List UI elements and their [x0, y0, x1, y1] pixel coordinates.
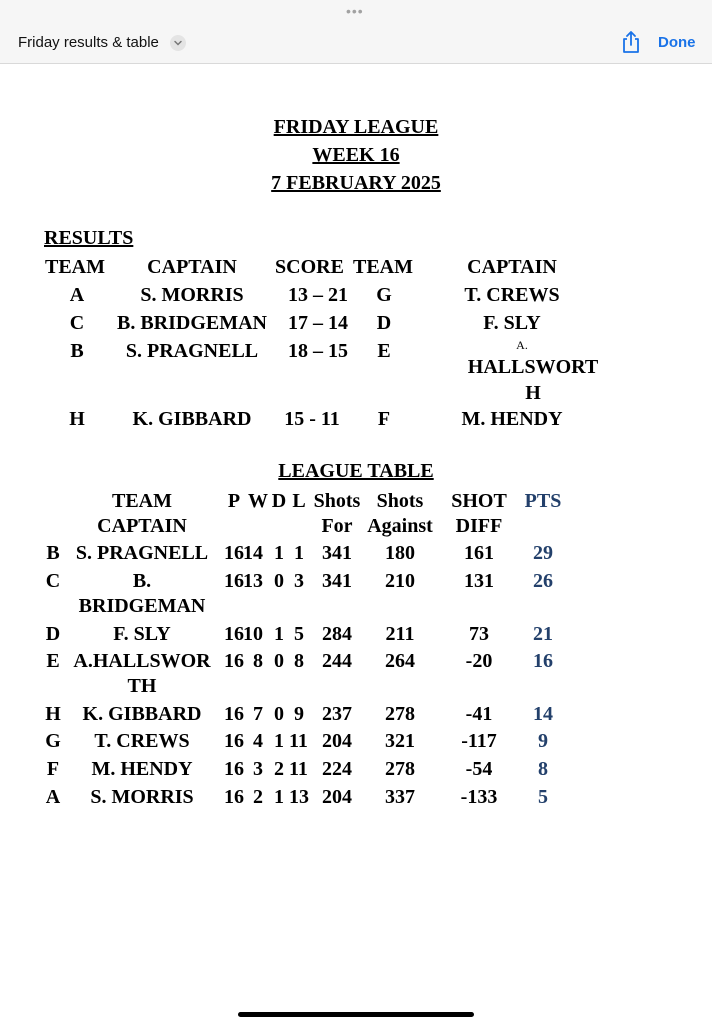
- row-shots-against: 264: [385, 650, 415, 672]
- results-header-team: TEAM: [45, 256, 105, 278]
- header-shot: SHOT: [451, 490, 507, 512]
- row-team: F: [46, 758, 60, 780]
- row-won: 14: [243, 542, 263, 564]
- results-title: RESULTS: [44, 227, 134, 249]
- row-played: 16: [224, 650, 244, 672]
- row-shots-against: 278: [385, 758, 415, 780]
- row-team: E: [46, 650, 60, 672]
- result-team1: H: [69, 408, 85, 430]
- row-captain: F. SLY: [113, 623, 171, 645]
- row-lost: 3: [294, 570, 304, 592]
- document-title[interactable]: Friday results & table: [18, 34, 159, 51]
- row-shots-against: 321: [385, 730, 415, 752]
- header-drawn: D: [271, 490, 287, 512]
- result-score: 18 – 15: [288, 340, 348, 362]
- row-shots-against: 337: [385, 786, 415, 808]
- row-played: 16: [224, 730, 244, 752]
- row-shots-for: 244: [322, 650, 352, 672]
- result-team2: F: [377, 408, 391, 430]
- row-drawn: 0: [274, 703, 284, 725]
- row-shot-diff: 131: [464, 570, 494, 592]
- top-bar: [0, 0, 712, 64]
- row-team: A: [45, 786, 61, 808]
- row-won: 13: [243, 570, 263, 592]
- row-captain: A.HALLSWOR: [73, 650, 211, 672]
- result-captain2: T. CREWS: [464, 284, 560, 306]
- results-header-captain2: CAPTAIN: [467, 256, 557, 278]
- row-drawn: 0: [274, 650, 284, 672]
- result-captain1: S. PRAGNELL: [125, 340, 259, 362]
- row-team: H: [45, 703, 61, 725]
- row-lost: 9: [294, 703, 304, 725]
- row-played: 16: [224, 542, 244, 564]
- row-won: 3: [253, 758, 263, 780]
- result-captain1: S. MORRIS: [140, 284, 244, 306]
- row-played: 16: [224, 570, 244, 592]
- row-shots-for: 341: [322, 570, 352, 592]
- row-drawn: 1: [274, 623, 284, 645]
- row-drawn: 2: [274, 758, 284, 780]
- result-team2: G: [376, 284, 392, 306]
- row-captain: K. GIBBARD: [82, 703, 202, 725]
- result-captain2: M. HENDY: [461, 408, 563, 430]
- header-won: W: [248, 490, 268, 512]
- row-shots-against: 180: [385, 542, 415, 564]
- header-captain: CAPTAIN: [97, 515, 187, 537]
- row-shots-for: 204: [322, 786, 352, 808]
- row-shot-diff: 161: [464, 542, 494, 564]
- row-captain: M. HENDY: [91, 758, 193, 780]
- result-team2: E: [377, 340, 391, 362]
- header-played: P: [227, 490, 241, 512]
- row-shots-for: 204: [322, 730, 352, 752]
- row-won: 8: [253, 650, 263, 672]
- row-points: 16: [533, 650, 553, 672]
- row-shots-against: 210: [385, 570, 415, 592]
- row-lost: 13: [289, 786, 309, 808]
- row-lost: 8: [294, 650, 304, 672]
- header-for: For: [321, 515, 353, 537]
- row-points: 9: [538, 730, 548, 752]
- row-won: 7: [253, 703, 263, 725]
- share-icon[interactable]: [621, 30, 641, 54]
- row-drawn: 1: [274, 786, 284, 808]
- row-points: 29: [533, 542, 553, 564]
- header-shots-against: Shots: [376, 490, 424, 512]
- result-team1: B: [70, 340, 84, 362]
- result-captain2-line3: H: [525, 382, 541, 404]
- row-lost: 11: [289, 730, 308, 752]
- grabber-handle[interactable]: •••: [346, 3, 364, 19]
- row-team: D: [45, 623, 61, 645]
- results-header-team2: TEAM: [353, 256, 413, 278]
- row-captain: S. MORRIS: [90, 786, 194, 808]
- header-points: PTS: [524, 490, 562, 512]
- home-indicator[interactable]: [238, 1012, 474, 1017]
- done-button[interactable]: Done: [658, 34, 696, 51]
- result-captain1: B. BRIDGEMAN: [116, 312, 268, 334]
- row-points: 8: [538, 758, 548, 780]
- header-shots-for: Shots: [313, 490, 361, 512]
- row-played: 16: [224, 758, 244, 780]
- result-captain2-line2: HALLSWORT: [467, 356, 599, 378]
- row-shot-diff: -54: [465, 758, 493, 780]
- row-drawn: 1: [274, 542, 284, 564]
- row-points: 5: [538, 786, 548, 808]
- result-team1: A: [69, 284, 85, 306]
- row-captain-line2: TH: [127, 675, 157, 697]
- row-won: 4: [253, 730, 263, 752]
- result-captain1: K. GIBBARD: [132, 408, 252, 430]
- row-shot-diff: -133: [460, 786, 498, 808]
- league-title: FRIDAY LEAGUE: [273, 116, 439, 138]
- row-shot-diff: -41: [465, 703, 493, 725]
- week-title: WEEK 16: [312, 144, 400, 166]
- result-score: 17 – 14: [288, 312, 348, 334]
- chevron-down-icon[interactable]: [170, 35, 186, 51]
- row-shots-against: 278: [385, 703, 415, 725]
- row-won: 2: [253, 786, 263, 808]
- row-points: 21: [533, 623, 553, 645]
- league-table-title: LEAGUE TABLE: [278, 460, 434, 482]
- row-captain: S. PRAGNELL: [75, 542, 209, 564]
- row-shots-for: 224: [322, 758, 352, 780]
- row-played: 16: [224, 623, 244, 645]
- row-shots-against: 211: [385, 623, 415, 645]
- header-diff: DIFF: [455, 515, 503, 537]
- document-page: [0, 65, 712, 1024]
- results-header-score: SCORE: [275, 256, 344, 278]
- row-drawn: 0: [274, 570, 284, 592]
- row-shot-diff: 73: [469, 623, 489, 645]
- row-team: B: [46, 542, 60, 564]
- result-score: 13 – 21: [288, 284, 348, 306]
- header-lost: L: [292, 490, 306, 512]
- result-captain2: F. SLY: [483, 312, 541, 334]
- row-played: 16: [224, 703, 244, 725]
- row-shots-for: 237: [322, 703, 352, 725]
- row-points: 14: [533, 703, 553, 725]
- row-team: G: [45, 730, 61, 752]
- row-shot-diff: -117: [461, 730, 497, 752]
- row-lost: 1: [294, 542, 304, 564]
- header-against: Against: [367, 515, 433, 537]
- row-drawn: 1: [274, 730, 284, 752]
- row-shot-diff: -20: [465, 650, 493, 672]
- row-shots-for: 284: [322, 623, 352, 645]
- row-won: 10: [243, 623, 263, 645]
- result-team2: D: [376, 312, 392, 334]
- header-team: TEAM: [112, 490, 172, 512]
- row-captain: B.: [132, 570, 152, 592]
- result-captain2-initial: A.: [516, 338, 528, 352]
- row-lost: 5: [294, 623, 304, 645]
- row-points: 26: [533, 570, 553, 592]
- row-shots-for: 341: [322, 542, 352, 564]
- results-header-captain: CAPTAIN: [147, 256, 237, 278]
- row-captain: T. CREWS: [94, 730, 190, 752]
- result-score: 15 - 11: [284, 408, 340, 430]
- result-team1: C: [69, 312, 85, 334]
- row-played: 16: [224, 786, 244, 808]
- row-lost: 11: [289, 758, 308, 780]
- date-title: 7 FEBRUARY 2025: [271, 172, 441, 194]
- row-team: C: [45, 570, 61, 592]
- row-captain-line2: BRIDGEMAN: [78, 595, 206, 617]
